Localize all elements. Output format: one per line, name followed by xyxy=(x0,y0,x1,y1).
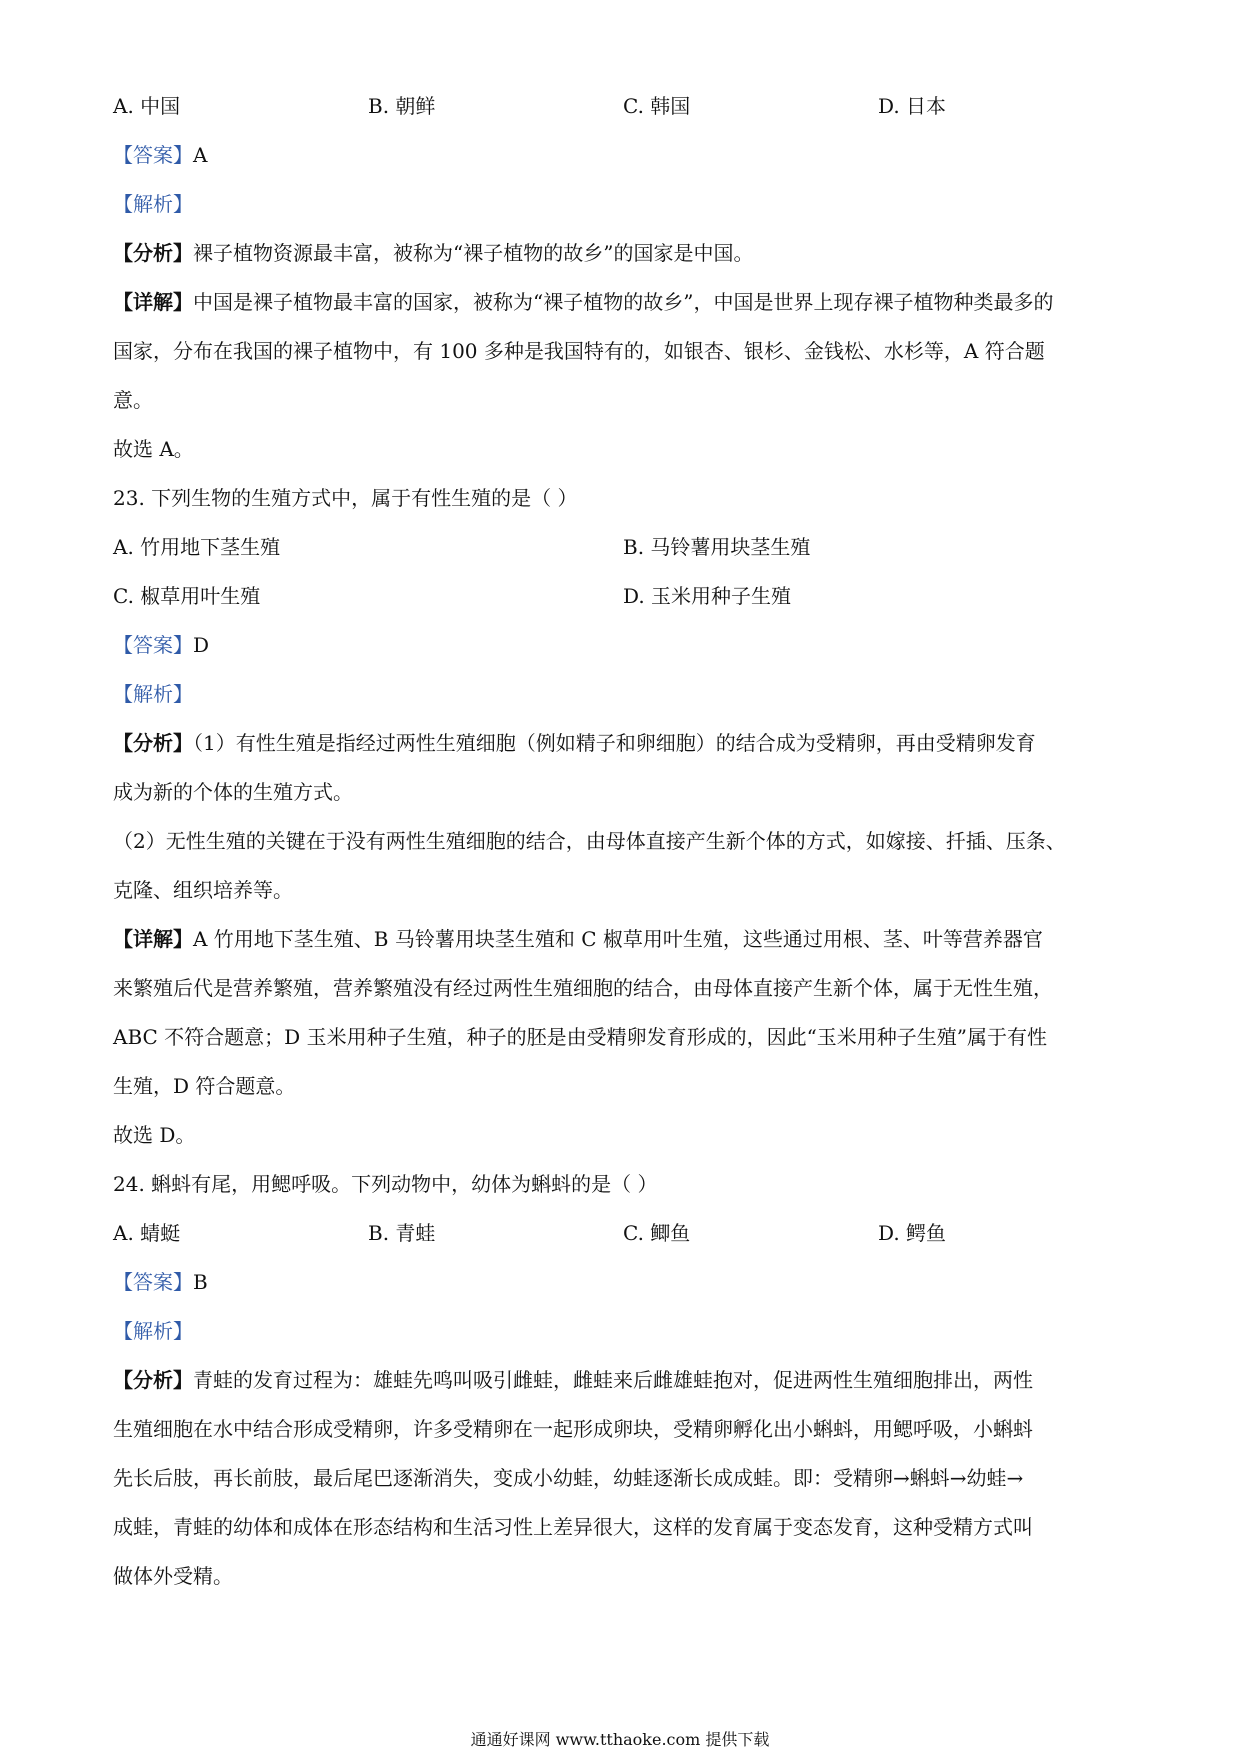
q24-fenxi-line-2: 生殖细胞在水中结合形成受精卵，许多受精卵在一起形成卵块，受精卵孵化出小蝌蚪，用鳃呼吸，小蝌蚪 xyxy=(113,1417,1033,1441)
q22-option-d: D. 日本 xyxy=(878,94,947,118)
q22-xiangjie-text-1: 中国是裸子植物最丰富的国家，被称为“裸子植物的故乡”，中国是世界上现存裸子植物种类最多的 xyxy=(193,290,1054,314)
q24-fenxi-line-4: 成蛙，青蛙的幼体和成体在形态结构和生活习性上差异很大，这样的发育属于变态发育，这种受精方式叫 xyxy=(113,1515,1033,1539)
q24-analysis-tag: 【解析】 xyxy=(113,1319,193,1343)
q24-fenxi-line-5: 做体外受精。 xyxy=(113,1564,233,1588)
q23-xiangjie-line-3: ABC 不符合题意；D 玉米用种子生殖，种子的胚是由受精卵发育形成的，因此“玉米用种子生殖”属于有性 xyxy=(113,1025,1048,1049)
q22-analysis-tag: 【解析】 xyxy=(113,192,193,216)
q23-fenxi-line-2: 成为新的个体的生殖方式。 xyxy=(113,780,353,804)
q22-answer: A xyxy=(193,143,208,167)
q23-fenxi-line-4: 克隆、组织培养等。 xyxy=(113,878,293,902)
q22-xiangjie-line-2: 国家，分布在我国的裸子植物中，有 100 多种是我国特有的，如银杏、银杉、金钱松、水杉等，A 符合题 xyxy=(113,339,1045,363)
q23-choice: 故选 D。 xyxy=(113,1123,196,1147)
q23-question: 23. 下列生物的生殖方式中，属于有性生殖的是（ ） xyxy=(113,486,578,510)
q22-fenxi-line xyxy=(113,239,753,267)
q24-option-d: D. 鳄鱼 xyxy=(878,1221,947,1245)
q24-answer-tag: 【答案】 xyxy=(113,1270,193,1294)
q24-answer-line xyxy=(113,1268,208,1296)
q23-xiangjie-tag: 【详解】 xyxy=(113,927,193,951)
q23-fenxi-text-1: （1）有性生殖是指经过两性生殖细胞（例如精子和卵细胞）的结合成为受精卵，再由受精卵发育 xyxy=(193,731,1036,755)
q23-xiangjie-line-2: 来繁殖后代是营养繁殖，营养繁殖没有经过两性生殖细胞的结合，由母体直接产生新个体，属于无性生殖， xyxy=(113,976,1053,1000)
q23-analysis-tag: 【解析】 xyxy=(113,682,193,706)
q22-xiangjie-line-1 xyxy=(113,288,1053,316)
q23-answer-line xyxy=(113,631,209,659)
q23-option-b: B. 马铃薯用块茎生殖 xyxy=(623,535,811,559)
q22-option-a: A. 中国 xyxy=(113,94,181,118)
q24-fenxi-line-3: 先长后肢，再长前肢，最后尾巴逐渐消失，变成小幼蛙，幼蛙逐渐长成成蛙。即：受精卵→蝌蚪→幼蛙→ xyxy=(113,1466,1024,1490)
q23-xiangjie-line-1 xyxy=(113,925,1043,953)
q22-choice: 故选 A。 xyxy=(113,437,194,461)
q22-fenxi: 裸子植物资源最丰富，被称为“裸子植物的故乡”的国家是中国。 xyxy=(193,241,754,265)
q24-fenxi-text-1: 青蛙的发育过程为：雄蛙先鸣叫吸引雌蛙，雌蛙来后雌雄蛙抱对，促进两性生殖细胞排出，两性 xyxy=(193,1368,1033,1392)
q22-xiangjie-line-3: 意。 xyxy=(113,388,153,412)
q23-answer-tag: 【答案】 xyxy=(113,633,193,657)
q22-fenxi-tag: 【分析】 xyxy=(113,241,193,265)
q24-option-b: B. 青蛙 xyxy=(368,1221,436,1245)
q23-fenxi-line-1 xyxy=(113,729,1036,757)
q24-answer: B xyxy=(193,1270,208,1294)
q23-fenxi-tag: 【分析】 xyxy=(113,731,193,755)
q23-option-a: A. 竹用地下茎生殖 xyxy=(113,535,281,559)
q24-option-c: C. 鲫鱼 xyxy=(623,1221,691,1245)
q22-answer-tag: 【答案】 xyxy=(113,143,193,167)
q23-xiangjie-line-4: 生殖，D 符合题意。 xyxy=(113,1074,296,1098)
q22-xiangjie-tag: 【详解】 xyxy=(113,290,193,314)
q22-answer-line xyxy=(113,141,207,169)
q22-option-c: C. 韩国 xyxy=(623,94,691,118)
q23-xiangjie-text-1: A 竹用地下茎生殖、B 马铃薯用块茎生殖和 C 椒草用叶生殖，这些通过用根、茎、叶等营养器官 xyxy=(193,927,1043,951)
q24-fenxi-tag: 【分析】 xyxy=(113,1368,193,1392)
q23-option-d: D. 玉米用种子生殖 xyxy=(623,584,792,608)
q24-question: 24. 蝌蚪有尾，用鳃呼吸。下列动物中，幼体为蝌蚪的是（ ） xyxy=(113,1172,658,1196)
q24-option-a: A. 蜻蜓 xyxy=(113,1221,181,1245)
q23-option-c: C. 椒草用叶生殖 xyxy=(113,584,261,608)
q24-fenxi-line-1 xyxy=(113,1366,1033,1394)
page-footer: 通通好课网 www.tthaoke.com 提供下载 xyxy=(470,1730,770,1749)
q22-option-b: B. 朝鲜 xyxy=(368,94,436,118)
q23-answer: D xyxy=(193,633,210,657)
q23-fenxi-line-3: （2）无性生殖的关键在于没有两性生殖细胞的结合，由母体直接产生新个体的方式，如嫁接、扦插、压条、 xyxy=(113,829,1066,853)
